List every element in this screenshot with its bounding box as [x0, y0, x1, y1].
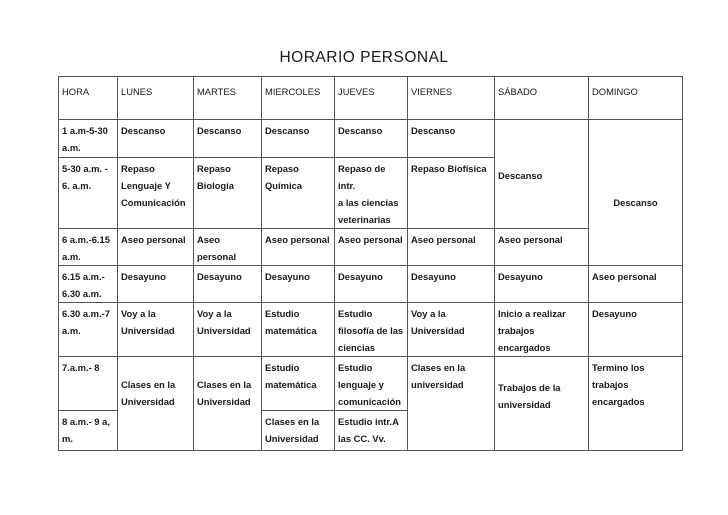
cell-line: Trabajos de la: [498, 382, 561, 393]
cell-jueves: Descanso: [335, 120, 408, 158]
cell-line: Estudio intr.A: [338, 416, 399, 427]
cell-miercoles: Aseo personal: [262, 229, 335, 266]
cell-line: matemática: [265, 325, 317, 336]
cell-line: a las ciencias: [338, 197, 399, 208]
table-row: [59, 120, 683, 158]
header-viernes: VIERNES: [408, 77, 495, 120]
page-title: HORARIO PERSONAL: [279, 49, 449, 66]
table-row: [59, 303, 683, 357]
cell-lunes: [118, 303, 194, 357]
cell-line: ciencias: [338, 342, 376, 353]
time-line: a.m.: [62, 325, 81, 336]
cell-line: encargados: [498, 342, 551, 353]
cell-line: trabajos: [592, 379, 629, 390]
cell-line: trabajos: [498, 325, 535, 336]
time-line: a.m.: [62, 251, 81, 262]
cell-line: Repaso de intr.: [338, 163, 386, 191]
cell-jueves: [335, 158, 408, 229]
cell-line: Universidad: [121, 325, 175, 336]
table-row: [59, 357, 683, 411]
cell-line: Repaso: [121, 163, 155, 174]
header-row: [59, 77, 683, 120]
cell-line: Biología: [197, 180, 234, 191]
cell-line: Estudio: [338, 308, 373, 319]
cell-jueves: [335, 357, 408, 411]
header-miercoles: MIERCOLES: [262, 77, 335, 120]
cell-lunes: [118, 158, 194, 229]
cell-miercoles: [262, 411, 335, 451]
cell-sabado: [495, 303, 589, 357]
time-cell: [59, 120, 118, 158]
time-line: 6.30 a.m.: [62, 288, 102, 299]
cell-line: universidad: [498, 399, 551, 410]
cell-line: lenguaje y: [338, 379, 384, 390]
schedule-table: [58, 76, 683, 451]
time-line: m.: [62, 433, 73, 444]
cell-line: Clases en la: [197, 379, 252, 390]
cell-miercoles: Desayuno: [262, 266, 335, 303]
cell-line: Universidad: [411, 325, 465, 336]
time-line: 6.15 a.m.-: [62, 271, 105, 282]
cell-line: Termino los: [592, 362, 645, 373]
time-line: 6.30 a.m.-7: [62, 308, 110, 319]
time-cell: [59, 229, 118, 266]
cell-line: Comunicación: [121, 197, 186, 208]
cell-martes: [194, 303, 262, 357]
cell-viernes: Aseo personal: [408, 229, 495, 266]
cell-line: veterinarias: [338, 214, 391, 225]
cell-domingo: [589, 357, 683, 451]
time-line: 5-30 a.m. -: [62, 163, 108, 174]
cell-line: Universidad: [197, 325, 251, 336]
cell-line: Voy a la: [197, 308, 232, 319]
cell-domingo-descanso: Descanso: [589, 120, 683, 266]
cell-line: Estudio: [265, 362, 300, 373]
cell-viernes: Descanso: [408, 120, 495, 158]
time-cell: [59, 158, 118, 229]
cell-sabado: Aseo personal: [495, 229, 589, 266]
header-lunes: LUNES: [118, 77, 194, 120]
cell-line: encargados: [592, 396, 645, 407]
cell-domingo: Aseo personal: [589, 266, 683, 303]
cell-line: Universidad: [121, 396, 175, 407]
cell-line: Química: [265, 180, 302, 191]
cell-lunes: Aseo personal: [118, 229, 194, 266]
cell-lunes: [118, 357, 194, 451]
cell-line: Clases en la: [121, 379, 176, 390]
cell-line: Clases en la: [411, 362, 466, 373]
header-jueves: JUEVES: [335, 77, 408, 120]
cell-martes: Descanso: [194, 120, 262, 158]
header-martes: MARTES: [194, 77, 262, 120]
cell-line: Estudio: [338, 362, 373, 373]
cell-martes: Aseo personal: [194, 229, 262, 266]
cell-jueves: [335, 411, 408, 451]
cell-sabado: Desayuno: [495, 266, 589, 303]
header-domingo: DOMINGO: [589, 77, 683, 120]
time-line: 1 a.m-5-30: [62, 125, 108, 136]
table-row: [59, 266, 683, 303]
cell-line: universidad: [411, 379, 464, 390]
time-line: 6. a.m.: [62, 180, 92, 191]
cell-line: Repaso: [265, 163, 299, 174]
cell-line: comunicación: [338, 396, 402, 407]
cell-line: Voy a la: [411, 308, 446, 319]
cell-martes: Desayuno: [194, 266, 262, 303]
time-cell: 7.a.m.- 8: [59, 357, 118, 411]
cell-line: filosofía de las: [338, 325, 404, 336]
time-cell: [59, 411, 118, 451]
cell-miercoles: [262, 357, 335, 411]
cell-line: matemática: [265, 379, 317, 390]
cell-line: las CC. Vv.: [338, 433, 386, 444]
cell-line: Universidad: [265, 433, 319, 444]
cell-line: Clases en la: [265, 416, 320, 427]
cell-sabado: [495, 357, 589, 451]
cell-lunes: Desayuno: [118, 266, 194, 303]
cell-line: Repaso: [197, 163, 231, 174]
cell-miercoles: [262, 158, 335, 229]
cell-line: Inicio a realizar: [498, 308, 566, 319]
time-cell: [59, 303, 118, 357]
time-line: 8 a.m.- 9 a,: [62, 416, 110, 427]
header-sabado: SÁBADO: [495, 77, 589, 120]
header-hora: HORA: [59, 77, 118, 120]
cell-line: Estudio: [265, 308, 300, 319]
cell-martes: [194, 158, 262, 229]
cell-viernes: [408, 357, 495, 451]
cell-domingo: Desayuno: [589, 303, 683, 357]
cell-viernes: [408, 303, 495, 357]
cell-jueves: Desayuno: [335, 266, 408, 303]
cell-sabado-descanso: Descanso: [495, 120, 589, 229]
time-line: 6 a.m.-6.15: [62, 234, 110, 245]
cell-line: Lenguaje Y: [121, 180, 171, 191]
cell-miercoles: Descanso: [262, 120, 335, 158]
cell-jueves: Aseo personal: [335, 229, 408, 266]
cell-martes: [194, 357, 262, 451]
cell-jueves: [335, 303, 408, 357]
cell-lunes: Descanso: [118, 120, 194, 158]
cell-line: Voy a la: [121, 308, 156, 319]
cell-viernes: Repaso Biofísica: [408, 158, 495, 229]
cell-line: Universidad: [197, 396, 251, 407]
time-cell: [59, 266, 118, 303]
cell-viernes: Desayuno: [408, 266, 495, 303]
cell-miercoles: [262, 303, 335, 357]
time-line: a.m.: [62, 142, 81, 153]
